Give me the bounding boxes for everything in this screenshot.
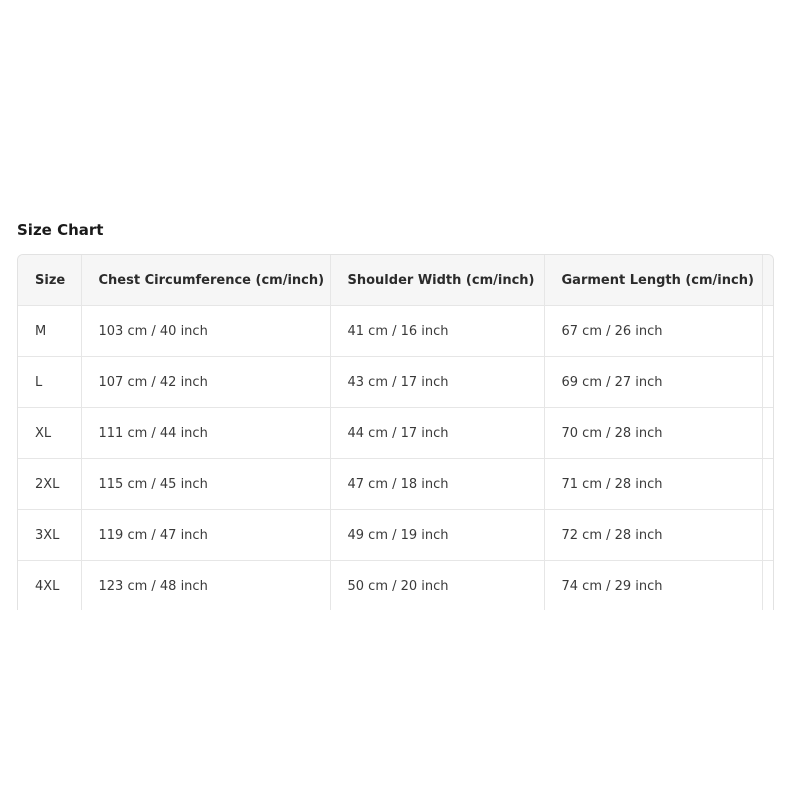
cell-length: 74 cm / 29 inch	[544, 561, 762, 611]
cell-shoulder: 49 cm / 19 inch	[330, 510, 544, 561]
cell-shoulder: 41 cm / 16 inch	[330, 306, 544, 357]
header-overflow-column	[762, 255, 774, 306]
cell-chest: 103 cm / 40 inch	[81, 306, 330, 357]
cell-overflow	[762, 357, 774, 408]
size-chart-title: Size Chart	[17, 221, 104, 239]
header-size: Size	[18, 255, 81, 306]
size-chart-table-container[interactable]	[17, 254, 774, 610]
cell-size: XL	[18, 408, 81, 459]
size-chart-table	[18, 255, 774, 610]
cell-overflow	[762, 408, 774, 459]
cell-size: 3XL	[18, 510, 81, 561]
cell-overflow	[762, 306, 774, 357]
table-row	[18, 357, 774, 408]
cell-chest: 119 cm / 47 inch	[81, 510, 330, 561]
cell-shoulder: 43 cm / 17 inch	[330, 357, 544, 408]
cell-chest: 107 cm / 42 inch	[81, 357, 330, 408]
cell-length: 71 cm / 28 inch	[544, 459, 762, 510]
cell-length: 72 cm / 28 inch	[544, 510, 762, 561]
cell-overflow	[762, 510, 774, 561]
cell-overflow	[762, 459, 774, 510]
cell-overflow	[762, 561, 774, 611]
cell-chest: 111 cm / 44 inch	[81, 408, 330, 459]
table-header-row	[18, 255, 774, 306]
cell-chest: 123 cm / 48 inch	[81, 561, 330, 611]
table-row	[18, 510, 774, 561]
cell-chest: 115 cm / 45 inch	[81, 459, 330, 510]
cell-shoulder: 44 cm / 17 inch	[330, 408, 544, 459]
header-garment-length: Garment Length (cm/inch)	[544, 255, 762, 306]
cell-length: 70 cm / 28 inch	[544, 408, 762, 459]
table-row	[18, 561, 774, 611]
table-row	[18, 408, 774, 459]
header-chest-circumference: Chest Circumference (cm/inch)	[81, 255, 330, 306]
cell-size: 2XL	[18, 459, 81, 510]
table-row	[18, 459, 774, 510]
cell-shoulder: 50 cm / 20 inch	[330, 561, 544, 611]
cell-size: L	[18, 357, 81, 408]
cell-length: 69 cm / 27 inch	[544, 357, 762, 408]
cell-length: 67 cm / 26 inch	[544, 306, 762, 357]
table-row	[18, 306, 774, 357]
cell-shoulder: 47 cm / 18 inch	[330, 459, 544, 510]
cell-size: 4XL	[18, 561, 81, 611]
header-shoulder-width: Shoulder Width (cm/inch)	[330, 255, 544, 306]
cell-size: M	[18, 306, 81, 357]
